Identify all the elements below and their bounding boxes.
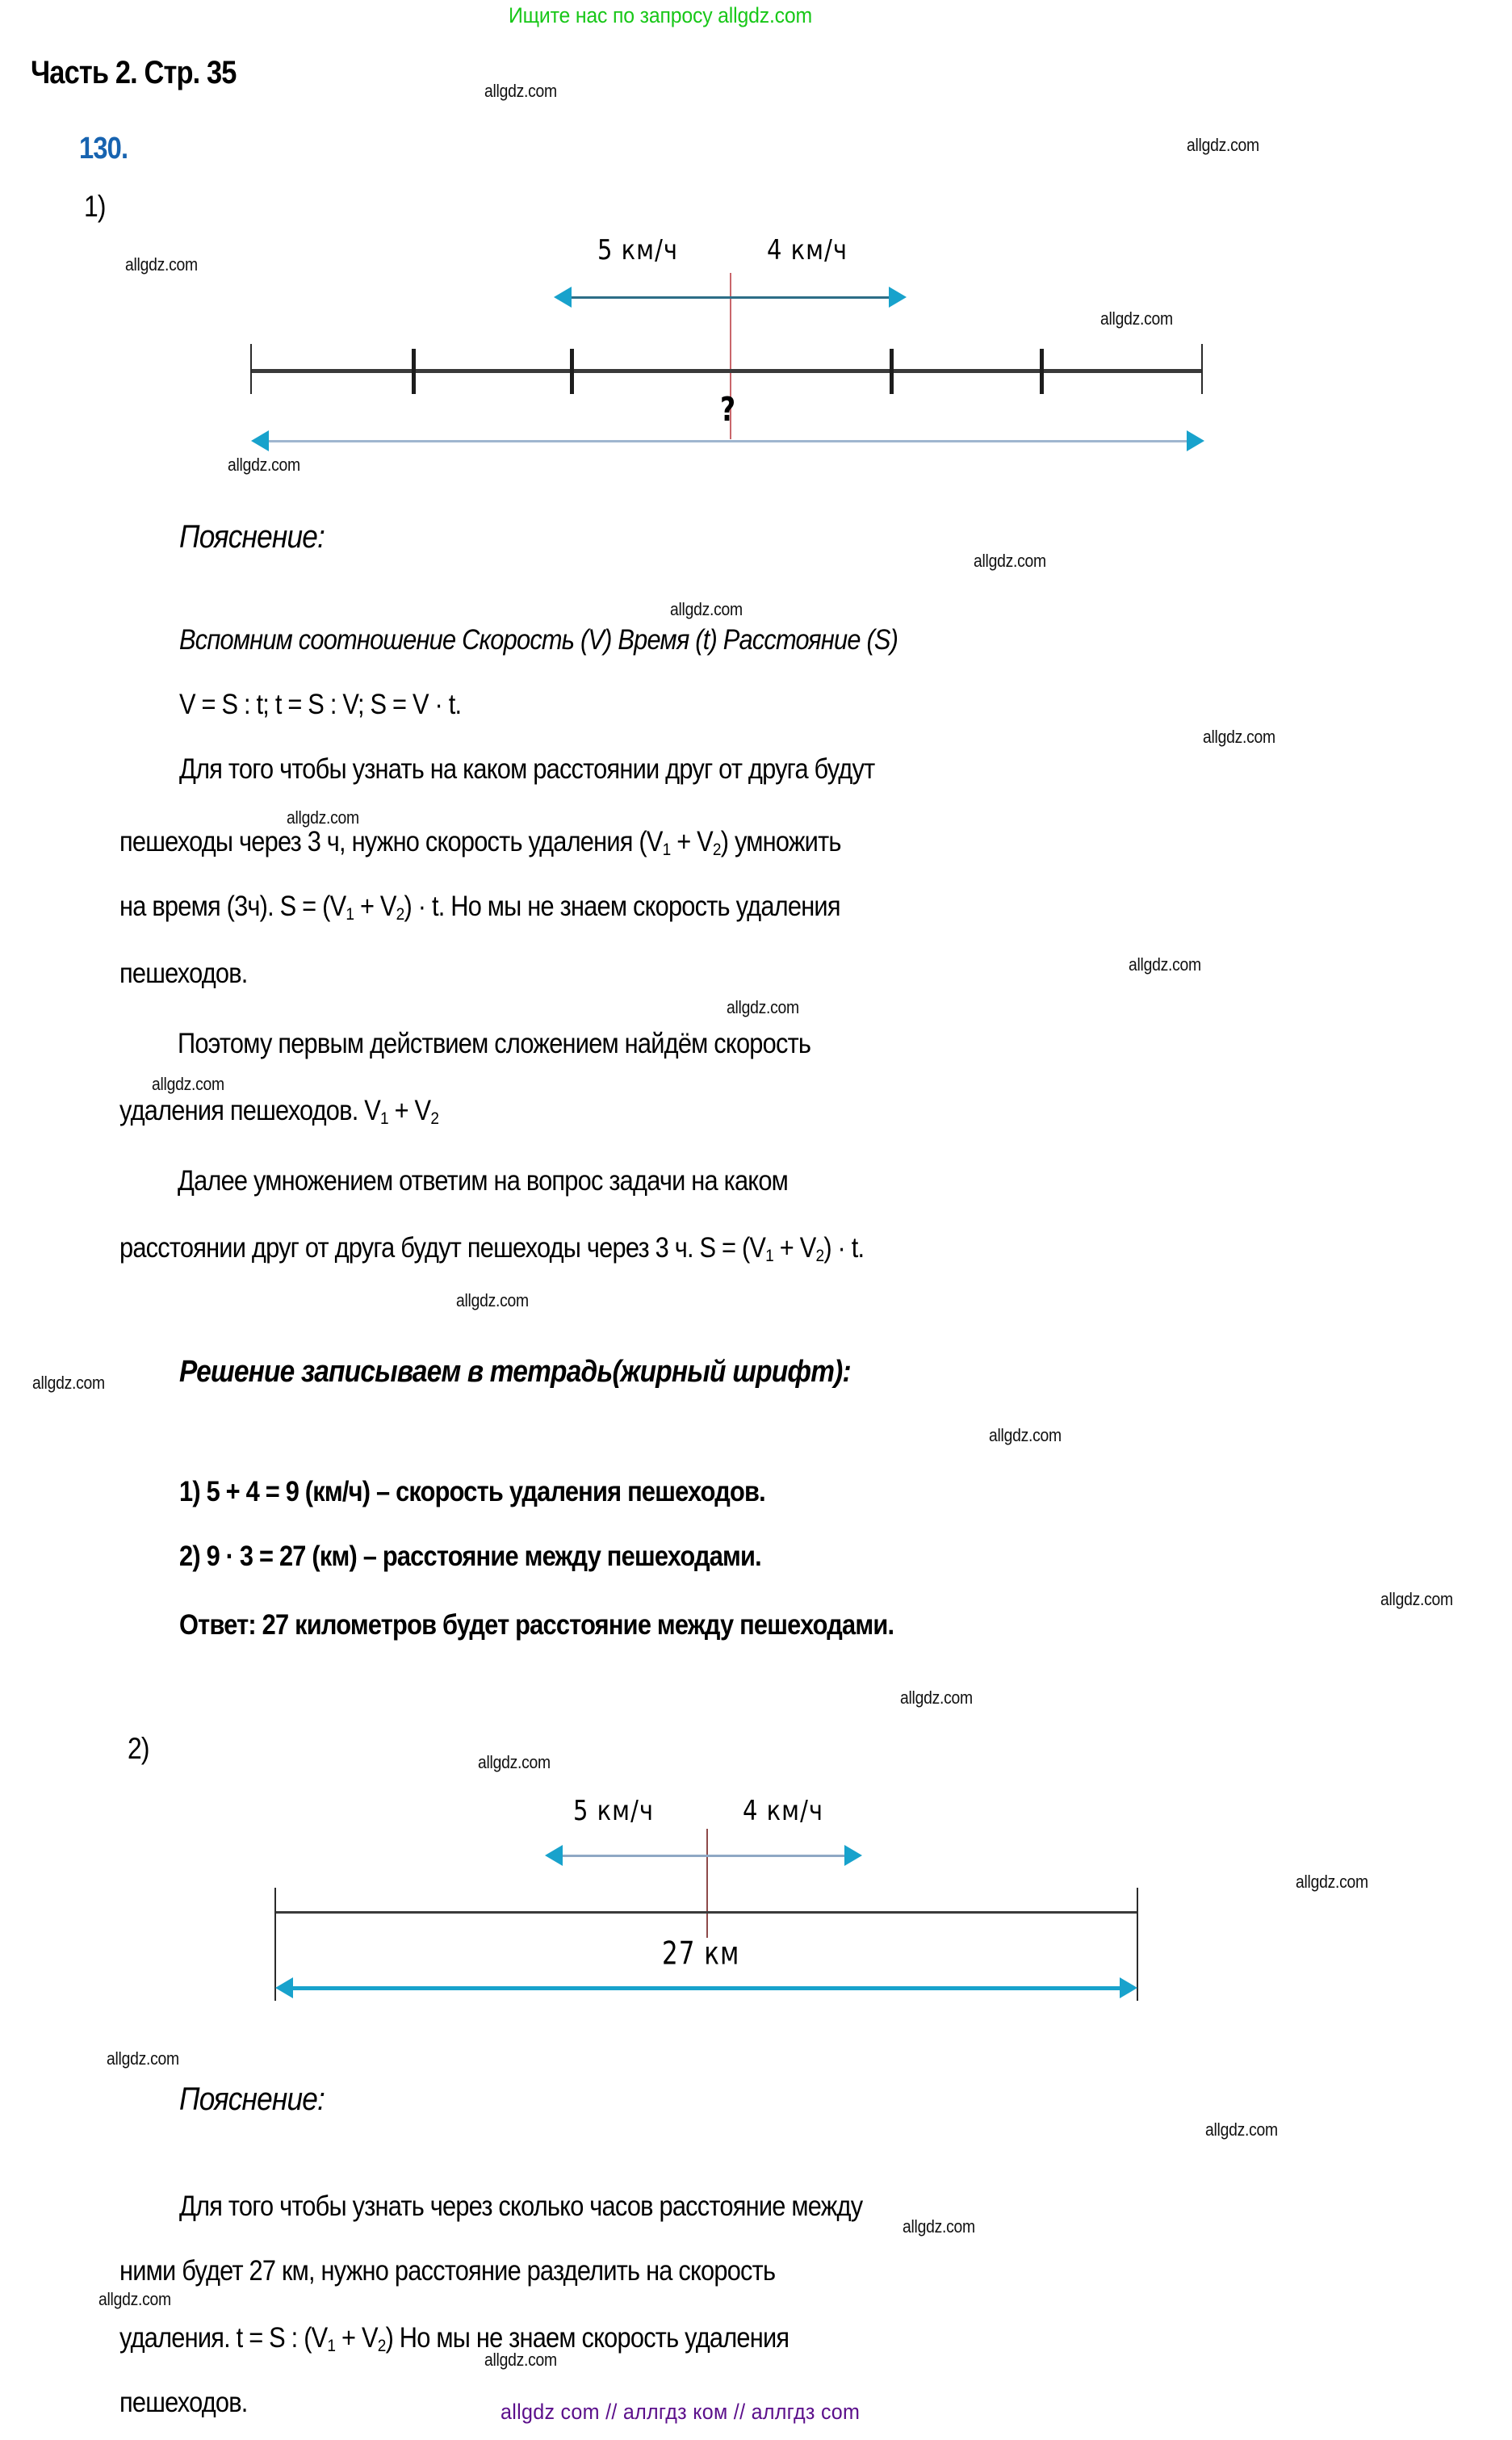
diagram2-speed-arrowhead-left [545, 1845, 563, 1866]
explanation1-line4-sub2: 2 [712, 838, 721, 859]
explanation1-line8-sub2: 2 [430, 1107, 439, 1128]
diagram1-speed-arrowhead-right [889, 287, 907, 308]
diagram2-center-line [706, 1829, 708, 1938]
diagram1-unknown-label: ? [720, 389, 736, 429]
explanation1-line4-c: ) умножить [720, 826, 841, 857]
explanation1-line4-b: + V [670, 826, 713, 857]
explanation1-line10 [119, 1234, 864, 1264]
site-watermark: allgdz.com [1129, 954, 1201, 975]
diagram1-tick [570, 349, 574, 394]
site-watermark: allgdz.com [1187, 135, 1259, 155]
explanation1-line1: Вспомним соотношение Скорость (V) Время (t) Расстояние (S) [179, 624, 898, 656]
diagram2-speed-left-label: 5 км/ч [573, 1793, 654, 1827]
explanation1-line8-sub1: 1 [380, 1107, 388, 1128]
diagram1-tick [412, 349, 416, 394]
site-watermark: allgdz.com [125, 254, 198, 275]
diagram1-tick [1040, 349, 1044, 394]
explanation1-line6: пешеходов. [119, 958, 248, 989]
explanation2-line3-sub2: 2 [377, 2334, 386, 2355]
site-watermark: allgdz.com [1100, 308, 1173, 329]
diagram1-axis [250, 369, 1203, 373]
explanation2-line1: Для того чтобы узнать через сколько часов расстояние между [179, 2191, 863, 2222]
diagram2-distance-arrow-line [291, 1986, 1122, 1990]
explanation1-line5-sub2: 2 [396, 903, 404, 924]
footer-links: allgdz com // аллгдз ком // аллгдз com [501, 2400, 861, 2424]
explanation2-line3-sub1: 1 [327, 2334, 336, 2355]
site-watermark: allgdz.com [727, 997, 799, 1017]
explanation1-line4 [119, 828, 841, 857]
site-watermark: allgdz.com [1203, 727, 1275, 747]
site-watermark: allgdz.com [32, 1373, 105, 1393]
site-watermark: allgdz.com [478, 1752, 551, 1772]
diagram1-endcap-left [250, 344, 252, 394]
diagram2-distance-arrowhead-right [1120, 1977, 1137, 1998]
explanation2-line3-b: + V [335, 2322, 378, 2354]
explanation1-line5-sub1: 1 [346, 903, 354, 924]
explanation1-line5-c: ) · t. Но мы не знаем скорость удаления [404, 891, 840, 922]
explanation1-line10-a: расстоянии друг от друга будут пешеходы через 3 ч. S = (V [119, 1232, 766, 1264]
site-watermark: allgdz.com [456, 1290, 529, 1310]
number-line-diagram-2 [266, 1788, 1179, 2039]
explanation1-line2: V = S : t; t = S : V; S = V · t. [179, 689, 462, 720]
explanation1-line8-b: + V [387, 1095, 431, 1126]
diagram1-distance-arrowhead-right [1187, 430, 1204, 451]
diagram2-speed-right-label: 4 км/ч [743, 1793, 823, 1827]
explanation1-line10-b: + V [773, 1232, 816, 1264]
explanation1-line4-sub1: 1 [662, 838, 671, 859]
explanation2-line2: ними будет 27 км, нужно расстояние разделить на скорость [119, 2255, 776, 2287]
site-watermark: allgdz.com [107, 2048, 179, 2069]
site-watermark: allgdz.com [974, 551, 1046, 571]
explanation1-line5-a: на время (3ч). S = (V [119, 891, 346, 922]
explanation1-line7: Поэтому первым действием сложением найдём скорость [178, 1028, 811, 1059]
site-watermark: allgdz.com [989, 1425, 1062, 1445]
site-watermark: allgdz.com [228, 455, 300, 475]
diagram1-endcap-right [1201, 344, 1203, 394]
explanation2-heading: Пояснение: [179, 2082, 325, 2117]
diagram2-axis [274, 1911, 1138, 1914]
diagram1-tick [890, 349, 894, 394]
promo-banner: Ищите нас по запросу allgdz.com [509, 3, 813, 27]
explanation1-line10-sub1: 1 [765, 1244, 774, 1265]
solution-step-1: 1) 5 + 4 = 9 (км/ч) – скорость удаления пешеходов. [179, 1476, 765, 1507]
explanation1-line8 [119, 1096, 438, 1126]
explanation2-line3-a: удаления. t = S : (V [119, 2322, 328, 2354]
explanation2-line4: пешеходов. [119, 2387, 248, 2418]
site-watermark: allgdz.com [152, 1074, 224, 1094]
site-watermark: allgdz.com [98, 2289, 171, 2309]
part-marker-2: 2) [128, 1732, 149, 1765]
number-line-diagram-1 [242, 226, 1211, 468]
site-watermark: allgdz.com [670, 599, 743, 619]
explanation2-line3 [119, 2324, 789, 2354]
site-watermark: allgdz.com [484, 81, 557, 101]
explanation1-line8-a: удаления пешеходов. V [119, 1095, 381, 1126]
diagram1-speed-arrowhead-left [554, 287, 572, 308]
solution-answer: Ответ: 27 километров будет расстояние между пешеходами. [179, 1609, 894, 1641]
explanation1-line10-c: ) · t. [823, 1232, 865, 1264]
diagram2-speed-arrow-line [561, 1855, 848, 1857]
explanation1-line4-a: пешеходы через 3 ч, нужно скорость удаления (V [119, 826, 663, 857]
diagram2-distance-label: 27 км [662, 1935, 740, 1973]
diagram2-speed-arrowhead-right [844, 1845, 862, 1866]
site-watermark: allgdz.com [484, 2350, 557, 2370]
diagram1-distance-arrowhead-left [251, 430, 269, 451]
site-watermark: allgdz.com [1296, 1872, 1368, 1892]
explanation1-line5-b: + V [354, 891, 396, 922]
explanation1-line5 [119, 892, 840, 922]
site-watermark: allgdz.com [287, 807, 359, 828]
task-number: 130. [79, 132, 128, 166]
diagram1-speed-arrow-line [569, 296, 892, 299]
diagram1-speed-right-label: 4 км/ч [767, 233, 848, 266]
site-watermark: allgdz.com [900, 1687, 973, 1708]
site-watermark: allgdz.com [903, 2216, 975, 2237]
solution-step-2: 2) 9 · 3 = 27 (км) – расстояние между пешеходами. [179, 1541, 761, 1572]
solution-heading: Решение записываем в тетрадь(жирный шрифт): [179, 1355, 851, 1389]
explanation1-line10-sub2: 2 [815, 1244, 824, 1265]
site-watermark: allgdz.com [1205, 2119, 1278, 2140]
explanation2-line3-c: ) Но мы не знаем скорость удаления [385, 2322, 790, 2354]
diagram2-distance-arrowhead-left [275, 1977, 293, 1998]
explanation1-line9: Далее умножением ответим на вопрос задачи на каком [178, 1165, 789, 1197]
explanation1-line3: Для того чтобы узнать на каком расстоянии друг от друга будут [179, 753, 875, 785]
site-watermark: allgdz.com [1380, 1589, 1453, 1609]
explanation1-heading: Пояснение: [179, 519, 325, 555]
diagram1-speed-left-label: 5 км/ч [597, 233, 678, 266]
diagram1-distance-arrow-line [266, 440, 1191, 442]
page-title: Часть 2. Стр. 35 [31, 55, 237, 90]
part-marker-1: 1) [84, 190, 106, 223]
